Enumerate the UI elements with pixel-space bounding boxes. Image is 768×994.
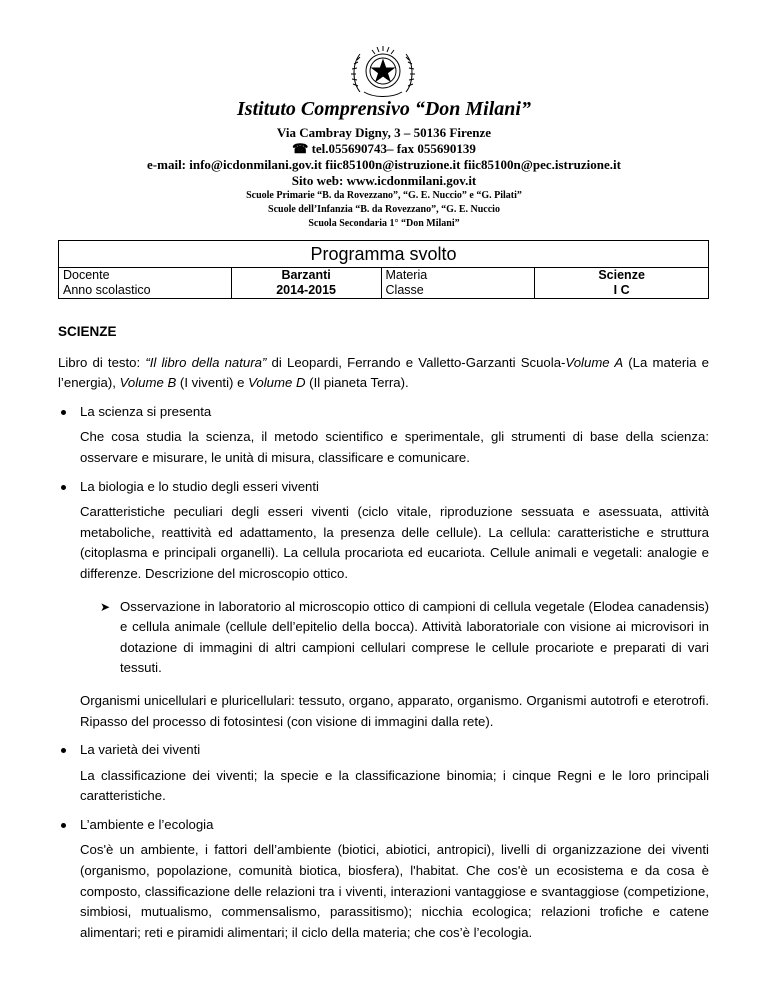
program-table xyxy=(58,240,709,299)
label-cell-left xyxy=(59,268,232,299)
topic-1-title-text: La scienza si presenta xyxy=(80,403,212,419)
book-volume-a: Volume A xyxy=(565,354,624,370)
program-content xyxy=(58,322,709,947)
topic-2-lab xyxy=(58,597,709,679)
topic-2-text: Caratteristiche peculiari degli esseri viventi (ciclo vitale, riproduzione sessuata e asessuata, attività metaboliche, reattività ed adattamento, la presenza delle cellule). La cellula: caratteristiche e struttura (citoplasma e principali organelli). La cellula procariota ed eucariota. Cellule animali e vegetali: analogie e differenze. Descrizione del microscopio ottico. xyxy=(80,504,709,581)
topic-2-title-text: La biologia e lo studio degli esseri viventi xyxy=(80,478,319,494)
book-volume-d-desc: (Il pianeta Terra). xyxy=(305,375,409,391)
book-authors: di Leopardi, Ferrando e Valletto-Garzanti Scuola- xyxy=(266,354,566,370)
bullet-icon xyxy=(61,748,66,753)
schools-line-1: Scuole Primarie “B. da Rovezzano”, “G. E. Nuccio” e “G. Pilati” xyxy=(246,190,522,201)
classe-label: Classe xyxy=(385,283,424,297)
table-heading: Programma svolto xyxy=(59,241,709,268)
topic-3-text: La classificazione dei viventi; la specie e la classificazione binomia; i cinque Regni e le loro principali caratteristiche. xyxy=(80,767,709,804)
book-volume-a-desc: (La materia e l’energia), xyxy=(58,354,709,391)
topic-4-text: Cos'è un ambiente, i fattori dell’ambiente (biotici, abiotici, antropici), livelli di organizzazione dei viventi (organismo, popolazione, comunità biotica, biosfera), l'habitat. Che cos'è un ecosistema e da cosa è composto, classificazione delle relazioni tra i viventi, interazioni vantaggiose e svantaggiose (competizione, simbiosi, mutualismo, commensalismo, parassitismo); nicchia ecologica; relazioni trofiche e catene alimentari; reti e piramidi alimentari; il ciclo della materia; che cos’è l’ecologia. xyxy=(80,842,709,940)
schools-line-3: Scuola Secondaria 1° “Don Milani” xyxy=(308,218,460,229)
institute-title: Istituto Comprensivo “Don Milani” xyxy=(237,98,531,120)
materia-value: Scienze xyxy=(598,268,645,282)
schools-line-2: Scuole dell’Infanzia “B. da Rovezzano”, “G. E. Nuccio xyxy=(268,204,500,215)
institute-email: e-mail: info@icdonmilani.gov.it fiic85100n@istruzione.it fiic85100n@pec.istruzione.it xyxy=(147,157,621,172)
anno-label: Anno scolastico xyxy=(63,283,151,297)
book-volume-d: Volume D xyxy=(248,375,306,391)
topic-2-title xyxy=(58,477,709,498)
institute-website: Sito web: www.icdonmilani.gov.it xyxy=(291,173,477,188)
anno-value: 2014-2015 xyxy=(276,283,337,297)
topic-1-title xyxy=(58,402,709,423)
topic-2-lab-text: Osservazione in laboratorio al microscopio ottico di campioni di cellula vegetale (Elodea canadensis) e cellula animale (cellule dell’epitelio della bocca). Attività laboratoriale con visione ai microvisori in dotazione di immagini di altri campioni cellulari comprese le cellule procariote e preparati di vari tessuti. xyxy=(120,598,709,676)
bullet-icon xyxy=(61,485,66,490)
topic-3-title xyxy=(58,740,709,761)
topic-2-text-2: Organismi unicellulari e pluricellulari: tessuto, organo, apparato, organismo. Organismi autotrofi e eterotrofi. Ripasso del processo di fotosintesi (con visione di immagini dalla rete). xyxy=(80,692,709,729)
materia-label: Materia xyxy=(385,268,428,282)
book-volume-b-desc: (I viventi) e xyxy=(176,375,249,391)
institute-phone: ☎ tel.055690743– fax 055690139 xyxy=(292,141,476,156)
label-cell-right xyxy=(381,268,535,299)
classe-value: I C xyxy=(613,283,630,297)
textbook-line xyxy=(58,353,709,394)
institute-address: Via Cambray Digny, 3 – 50136 Firenze xyxy=(276,125,492,140)
book-volume-b: Volume B xyxy=(119,375,177,391)
value-cell-left xyxy=(231,268,381,299)
topic-4-title-text: L’ambiente e l’ecologia xyxy=(80,816,214,832)
section-title: SCIENZE xyxy=(58,324,117,339)
emblem-icon xyxy=(348,42,418,100)
topic-4-title xyxy=(58,815,709,836)
value-cell-right xyxy=(535,268,709,299)
book-title: “Il libro della natura” xyxy=(145,354,267,370)
bullet-icon xyxy=(61,823,66,828)
topic-1-text: Che cosa studia la scienza, il metodo scientifico e sperimentale, gli strumenti di base della scienza: osservare e misurare, le unità di misura, classificare e comunicare. xyxy=(80,429,709,465)
docente-value: Barzanti xyxy=(281,268,331,282)
bullet-icon xyxy=(61,410,66,415)
arrow-bullet-icon: ➤ xyxy=(100,599,111,614)
docente-label: Docente xyxy=(63,268,110,282)
book-prefix: Libro di testo: xyxy=(58,354,146,370)
topic-3-title-text: La varietà dei viventi xyxy=(80,742,201,758)
